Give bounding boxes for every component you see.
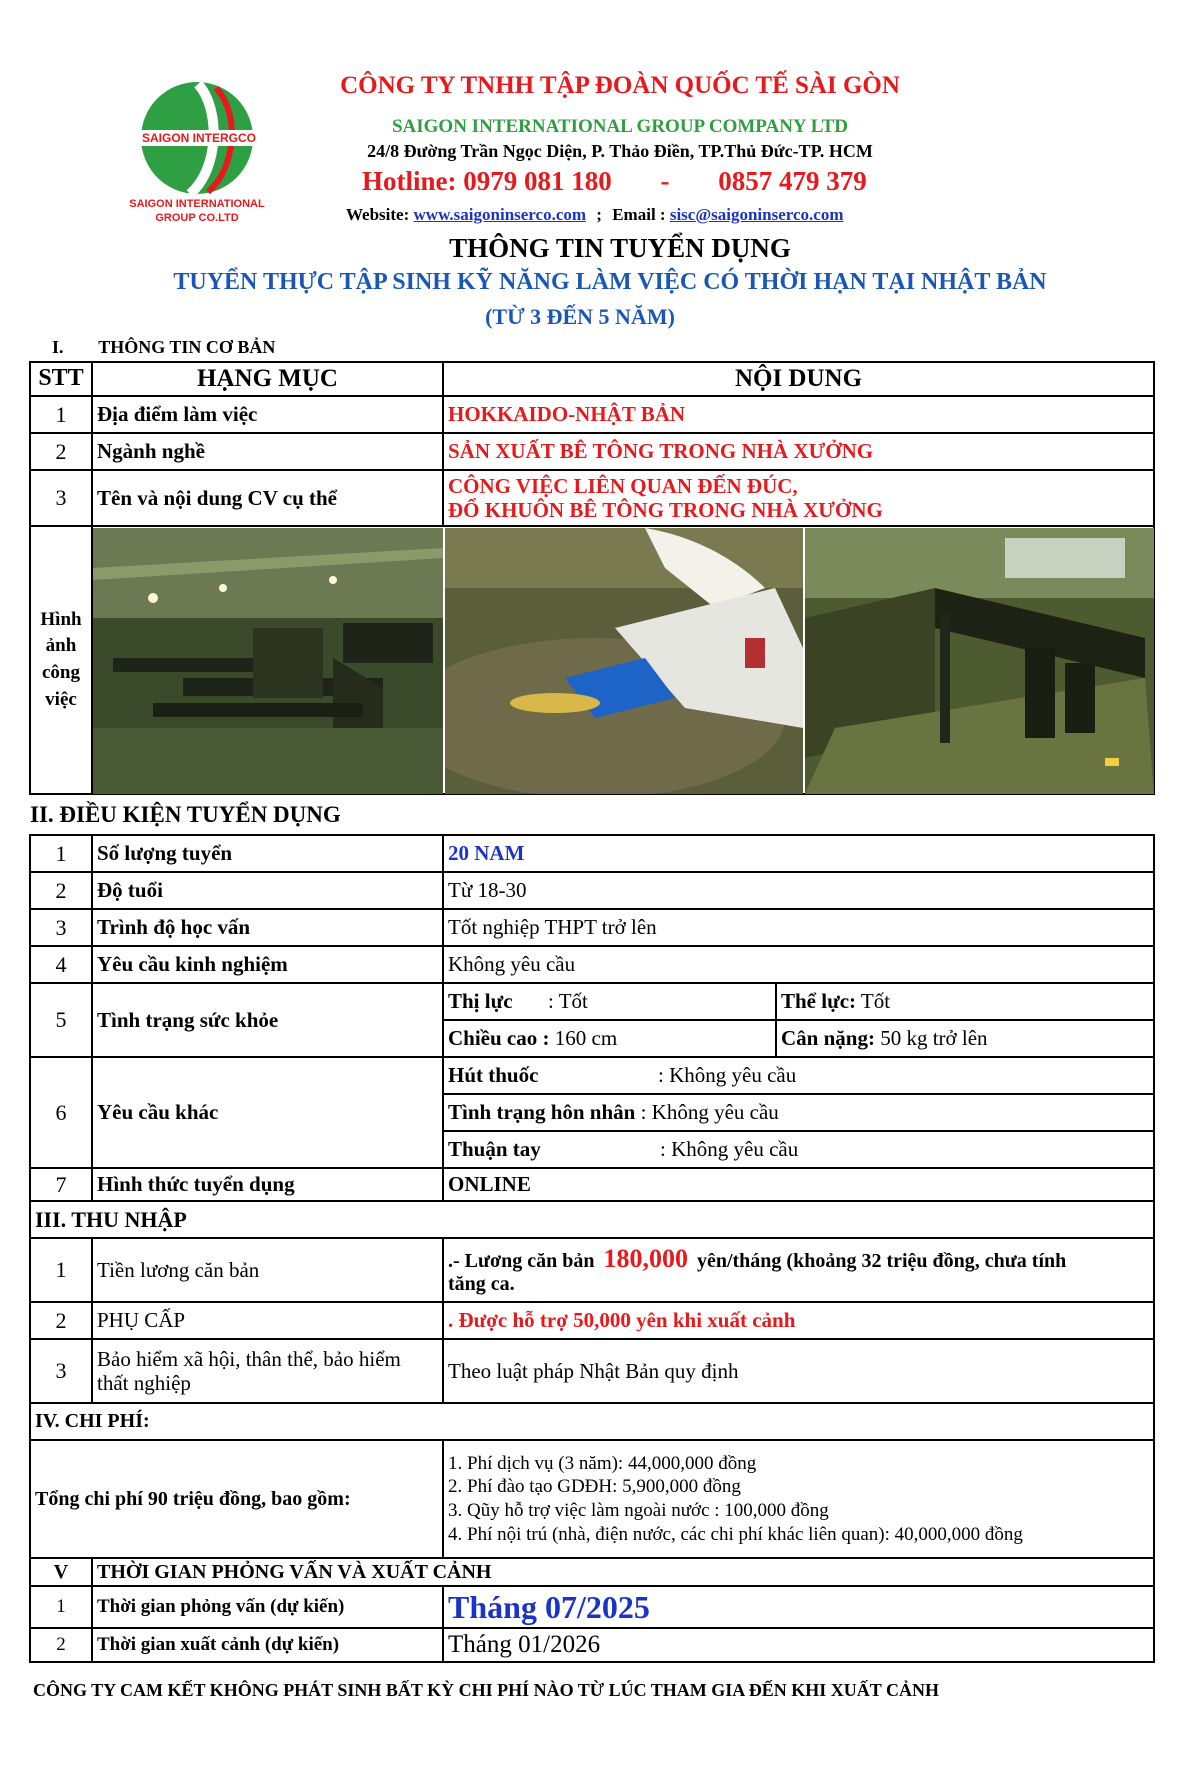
row-value bbox=[443, 470, 1154, 526]
row-label: PHỤ CẤP bbox=[92, 1302, 443, 1339]
row-num: 6 bbox=[30, 1057, 92, 1168]
departure-date: Tháng 01/2026 bbox=[443, 1628, 1154, 1662]
cost-item: 2. Phí đào tạo GDĐH: 5,900,000 đồng bbox=[448, 1476, 741, 1498]
weight-cell bbox=[776, 1020, 1154, 1057]
row-num: 1 bbox=[30, 835, 92, 872]
row-value: 20 NAM bbox=[443, 835, 1154, 872]
row-num: 4 bbox=[30, 946, 92, 983]
subtitle-1: TUYỂN THỰC TẬP SINH KỸ NĂNG LÀM VIỆC CÓ THỜI HẠN TẠI NHẬT BẢN bbox=[173, 269, 1047, 295]
hand-cell bbox=[443, 1131, 1154, 1168]
website-link[interactable]: www.saigoninserco.com bbox=[413, 205, 587, 224]
row-label: Hình thức tuyển dụng bbox=[92, 1168, 443, 1201]
hotline bbox=[362, 166, 1002, 197]
section4-title: IV. CHI PHÍ: bbox=[30, 1403, 1154, 1440]
hotline-1[interactable]: 0979 081 180 bbox=[463, 166, 612, 196]
row-num: 2 bbox=[30, 433, 92, 470]
header-item: HẠNG MỤC bbox=[92, 362, 443, 396]
height-cell bbox=[443, 1020, 776, 1057]
photo-label-line: việc bbox=[45, 688, 77, 710]
salary-suffix: yên/tháng (khoảng 32 triệu đồng, chưa tính bbox=[696, 1249, 1067, 1272]
row-label: Địa điểm làm việc bbox=[92, 396, 443, 433]
page-title: THÔNG TIN TUYỂN DỤNG bbox=[449, 233, 791, 263]
email-label: Email : bbox=[612, 205, 666, 224]
row-num: 3 bbox=[30, 470, 92, 526]
section2-title: II. ĐIỀU KIỆN TUYỂN DỤNG bbox=[30, 802, 341, 827]
section3-title: III. THU NHẬP bbox=[30, 1201, 1154, 1238]
row-label: Tên và nội dung CV cụ thể bbox=[92, 470, 443, 526]
row-label: Yêu cầu khác bbox=[92, 1057, 443, 1168]
row-num: 7 bbox=[30, 1168, 92, 1201]
hotline-sep: - bbox=[660, 166, 670, 196]
fitness-value: Tốt bbox=[860, 989, 891, 1014]
vision-label: Thị lực bbox=[448, 989, 513, 1014]
row-label bbox=[92, 1339, 443, 1403]
cost-item: 4. Phí nội trú (nhà, điện nước, các chi phí khác liên quan): 40,000,000 đồng bbox=[448, 1523, 1023, 1545]
hand-value: : Không yêu cầu bbox=[660, 1137, 799, 1162]
row-value: Theo luật pháp Nhật Bản quy định bbox=[443, 1339, 1154, 1403]
photo-label-line: Hình bbox=[40, 608, 82, 630]
photo-label-line: ảnh bbox=[45, 635, 77, 657]
row-label: Số lượng tuyển bbox=[92, 835, 443, 872]
section1-num: I. bbox=[52, 337, 64, 357]
header-stt: STT bbox=[30, 362, 92, 396]
smoke-value: : Không yêu cầu bbox=[658, 1063, 797, 1088]
logo-text: SAIGON INTERGCO bbox=[141, 131, 256, 145]
row-num: 2 bbox=[30, 872, 92, 909]
company-name-en: SAIGON INTERNATIONAL GROUP COMPANY LTD bbox=[391, 116, 849, 137]
row-value: SẢN XUẤT BÊ TÔNG TRONG NHÀ XƯỞNG bbox=[443, 433, 1154, 470]
salary-prefix: .- Lương căn bản bbox=[448, 1249, 595, 1272]
row-num: 3 bbox=[30, 909, 92, 946]
cost-item: 1. Phí dịch vụ (3 năm): 44,000,000 đồng bbox=[448, 1452, 757, 1474]
header-content: NỘI DUNG bbox=[443, 362, 1154, 396]
row-num: 1 bbox=[30, 396, 92, 433]
row-label: Thời gian xuất cảnh (dự kiến) bbox=[92, 1628, 443, 1662]
row-label-line1: Bảo hiểm xã hội, thân thể, bảo hiểm bbox=[97, 1346, 401, 1371]
height-value: 160 cm bbox=[554, 1026, 618, 1051]
footer-commitment: CÔNG TY CAM KẾT KHÔNG PHÁT SINH BẤT KỲ CHI PHÍ NÀO TỪ LÚC THAM GIA ĐẾN KHI XUẤT CẢNH bbox=[33, 1680, 939, 1700]
row-num: 3 bbox=[30, 1339, 92, 1403]
cost-item: 3. Qũy hỗ trợ việc làm ngoài nước : 100,000 đồng bbox=[448, 1500, 829, 1521]
row-value: HOKKAIDO-NHẬT BẢN bbox=[443, 396, 1154, 433]
fitness-label: Thể lực: bbox=[781, 989, 857, 1014]
row-value-line1: CÔNG VIỆC LIÊN QUAN ĐẾN ĐÚC, bbox=[448, 473, 798, 498]
vision-cell bbox=[443, 983, 776, 1020]
photo-label-line: công bbox=[42, 662, 80, 683]
salary-line2: tăng ca. bbox=[448, 1273, 515, 1296]
requirements-table bbox=[29, 834, 1155, 1663]
section5-title: THỜI GIAN PHỎNG VẤN VÀ XUẤT CẢNH bbox=[92, 1558, 1154, 1586]
row-num: 2 bbox=[30, 1302, 92, 1339]
marital-cell bbox=[443, 1094, 1154, 1131]
row-value: Từ 18-30 bbox=[443, 872, 1154, 909]
section5-num: V bbox=[30, 1558, 92, 1586]
row-label: Độ tuổi bbox=[92, 872, 443, 909]
row-value: Tốt nghiệp THPT trở lên bbox=[443, 909, 1154, 946]
row-num: 1 bbox=[30, 1586, 92, 1628]
cost-label: Tổng chi phí 90 triệu đồng, bao gồm: bbox=[30, 1440, 443, 1558]
email-sep: ; bbox=[596, 205, 602, 224]
row-label: Yêu cầu kinh nghiệm bbox=[92, 946, 443, 983]
contact-line bbox=[346, 205, 986, 225]
row-label: Thời gian phỏng vấn (dự kiến) bbox=[92, 1586, 443, 1628]
company-logo bbox=[112, 78, 282, 228]
hotline-label: Hotline: bbox=[362, 166, 457, 196]
row-num: 5 bbox=[30, 983, 92, 1057]
work-photo-3 bbox=[805, 528, 1154, 794]
row-value: . Được hỗ trợ 50,000 yên khi xuất cảnh bbox=[443, 1302, 1154, 1339]
row-label: Ngành nghề bbox=[92, 433, 443, 470]
cost-items bbox=[443, 1440, 1154, 1558]
weight-value: 50 kg trở lên bbox=[880, 1026, 988, 1051]
salary-amount: 180,000 bbox=[603, 1243, 688, 1273]
smoke-label: Hút thuốc bbox=[448, 1063, 539, 1088]
row-label-line2: thất nghiệp bbox=[97, 1371, 191, 1395]
section1-heading bbox=[52, 337, 275, 358]
company-address: 24/8 Đường Trần Ngọc Diện, P. Thảo Điền, TP.Thủ Đức-TP. HCM bbox=[367, 141, 873, 161]
subtitle-2: (TỪ 3 ĐẾN 5 NĂM) bbox=[485, 304, 675, 329]
fitness-cell bbox=[776, 983, 1154, 1020]
height-label: Chiều cao : bbox=[448, 1026, 550, 1051]
row-label: Tình trạng sức khỏe bbox=[92, 983, 443, 1057]
logo-sub1: SAIGON INTERNATIONAL bbox=[129, 198, 265, 210]
section1-title: THÔNG TIN CƠ BẢN bbox=[98, 337, 276, 357]
logo-sub2: GROUP CO.LTD bbox=[155, 212, 239, 224]
photo-label bbox=[30, 526, 92, 794]
row-value: ONLINE bbox=[443, 1168, 1154, 1201]
work-photo-1 bbox=[93, 528, 443, 794]
email-link[interactable]: sisc@saigoninserco.com bbox=[669, 205, 844, 224]
weight-label: Cân nặng: bbox=[781, 1026, 875, 1051]
website-label: Website: bbox=[346, 205, 410, 224]
hand-label: Thuận tay bbox=[448, 1137, 541, 1162]
row-num: 1 bbox=[30, 1238, 92, 1302]
row-value-line2: ĐỔ KHUÔN BÊ TÔNG TRONG NHÀ XƯỞNG bbox=[448, 498, 883, 522]
salary-value bbox=[443, 1238, 1154, 1302]
row-value: Không yêu cầu bbox=[443, 946, 1154, 983]
row-label: Tiền lương căn bản bbox=[92, 1238, 443, 1302]
vision-value: : Tốt bbox=[548, 989, 588, 1014]
row-label: Trình độ học vấn bbox=[92, 909, 443, 946]
marital-label: Tình trạng hôn nhân bbox=[448, 1100, 636, 1125]
smoke-cell bbox=[443, 1057, 1154, 1094]
interview-date: Tháng 07/2025 bbox=[443, 1586, 1154, 1628]
row-num: 2 bbox=[30, 1628, 92, 1662]
marital-value: : Không yêu cầu bbox=[640, 1100, 779, 1125]
company-name-vi: CÔNG TY TNHH TẬP ĐOÀN QUỐC TẾ SÀI GÒN bbox=[340, 72, 900, 99]
hotline-2[interactable]: 0857 479 379 bbox=[718, 166, 867, 196]
work-photo-2 bbox=[445, 528, 803, 794]
